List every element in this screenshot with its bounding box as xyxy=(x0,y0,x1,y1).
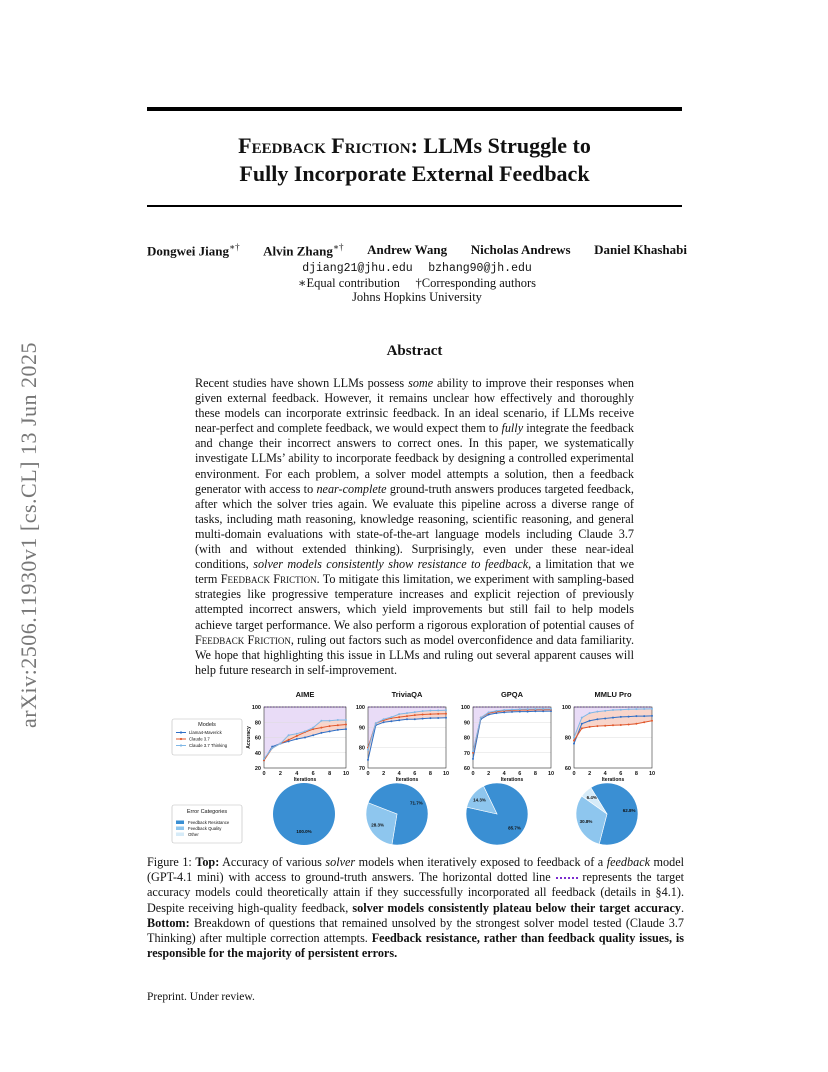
data-point xyxy=(635,723,637,725)
x-tick-label: 8 xyxy=(634,771,638,777)
data-point xyxy=(288,739,290,741)
data-point xyxy=(390,716,392,718)
data-point xyxy=(437,713,439,715)
data-point xyxy=(320,720,322,722)
data-point xyxy=(296,733,298,735)
data-point xyxy=(596,718,598,720)
chart-title: MMLU Pro xyxy=(594,690,632,699)
y-tick-label: 20 xyxy=(254,766,261,772)
pie-label: 30.8% xyxy=(579,819,593,825)
errors-legend-label: Feedback Quality xyxy=(188,826,222,831)
data-point xyxy=(589,720,591,722)
x-axis-label: Iterations xyxy=(601,777,625,783)
figure-caption: Figure 1: Top: Accuracy of various solver models when iteratively exposed to feedback of a feedback model (GPT-4.1 mini) with access to ground-truth answers. The horizontal dotted line represents the target accuracy models could theoretically attain if they successfully incorporated all feedback (details in §4.1). Despite receiving high-quality feedback, solver models consistently plateau below their target accuracy. Bottom: Breakdown of questions that remained unsolved by the strongest solver model tested (Claude 3.7 Thinking) after multiple correction attempts. Feedback resistance, rather than feedback quality issues, is responsible for the majority of persistent errors. xyxy=(147,855,685,961)
errors-legend-title: Error Categories xyxy=(186,809,228,815)
data-point xyxy=(581,717,583,719)
author: Alvin Zhang∗† xyxy=(263,242,344,259)
data-point xyxy=(445,709,447,711)
models-legend-label: Claude 3.7 Thinking xyxy=(189,743,228,748)
data-point xyxy=(542,708,544,710)
data-point xyxy=(643,708,645,710)
y-tick-label: 80 xyxy=(358,745,365,752)
data-point xyxy=(573,737,575,739)
data-point xyxy=(429,717,431,719)
y-tick-label: 80 xyxy=(254,720,261,727)
target-gap-area xyxy=(473,707,551,751)
data-point xyxy=(589,712,591,714)
data-point xyxy=(437,709,439,711)
models-legend-title: Models xyxy=(198,722,216,728)
data-point xyxy=(271,747,273,749)
legend-marker xyxy=(180,731,182,733)
data-point xyxy=(375,722,377,724)
data-point xyxy=(296,738,298,740)
x-tick-label: 6 xyxy=(518,771,522,777)
email[interactable]: bzhang90@jh.edu xyxy=(428,262,532,275)
x-tick-label: 10 xyxy=(442,771,450,777)
y-tick-label: 60 xyxy=(463,766,470,772)
y-tick-label: 100 xyxy=(460,705,470,711)
data-point xyxy=(296,735,298,737)
y-tick-label: 70 xyxy=(463,750,470,757)
abstract-heading: Abstract xyxy=(386,343,443,359)
y-tick-label: 80 xyxy=(564,735,571,742)
data-point xyxy=(604,725,606,727)
equal-note: ∗Equal contribution xyxy=(298,276,400,290)
x-tick-label: 0 xyxy=(572,771,576,777)
data-point xyxy=(406,715,408,717)
data-point xyxy=(503,709,505,711)
data-point xyxy=(329,720,331,722)
y-tick-label: 60 xyxy=(564,766,571,772)
data-point xyxy=(279,743,281,745)
data-point xyxy=(589,726,591,728)
email[interactable]: djiang21@jhu.edu xyxy=(302,262,413,275)
author-list xyxy=(147,242,687,259)
data-point xyxy=(383,718,385,720)
series-line xyxy=(473,711,551,759)
x-tick-label: 2 xyxy=(278,771,282,777)
affiliation: Johns Hopkins University xyxy=(352,290,482,304)
data-point xyxy=(383,721,385,723)
data-point xyxy=(519,708,521,710)
data-point xyxy=(263,758,265,760)
data-point xyxy=(651,720,653,722)
series-line xyxy=(368,718,446,760)
top-rule xyxy=(147,107,682,111)
x-tick-label: 2 xyxy=(588,771,592,777)
x-tick-label: 2 xyxy=(487,771,491,777)
data-point xyxy=(628,708,630,710)
legend-swatch xyxy=(176,833,184,837)
arxiv-stamp: arXiv:2506.11930v1 [cs.CL] 13 Jun 2025 xyxy=(16,341,41,729)
y-tick-label: 100 xyxy=(251,705,261,711)
author: Dongwei Jiang∗† xyxy=(147,242,240,259)
data-point xyxy=(445,717,447,719)
data-point xyxy=(612,724,614,726)
chart-title: TriviaQA xyxy=(391,690,423,699)
pie-label: 28.3% xyxy=(371,822,384,828)
data-point xyxy=(329,725,331,727)
y-axis-label: Accuracy xyxy=(246,726,252,749)
data-point xyxy=(345,719,347,721)
abstract-body: Recent studies have shown LLMs possess some ability to improve their responses when given external feedback. However, it remains unclear how effectively and thoroughly these models can incorporate extrinsic feedback. In an ideal scenario, if LLMs receive near-perfect and complete feedback, we would expect them to fully integrate the feedback and change their incorrect answers to correct ones. In this paper, we systematically investigate LLMs’ ability to incorporate feedback by designing a controlled experimental environment. For each problem, a solver model attempts a solution, then a feedback generator with access to near-complete ground-truth answers produces targeted feedback, after which the solver tries again. We evaluate this pipeline across a diverse range of tasks, including math reasoning, knowledge reasoning, scientific reasoning, and general multi-domain evaluations with state-of-the-art language models including Claude 3.7 (with and without extended thinking). Surprisingly, even under these near-ideal conditions, solver models consistently show resistance to feedback, a limitation that we term Feedback Friction. To mitigate this limitation, we experiment with sampling-based strategies like progressive temperature increases and explicit rejection of previously attempted incorrect answers, which yield improvements but still fail to help models achieve target performance. We also perform a rigorous exploration of potential causes of Feedback Friction, ruling out factors such as model overconfidence and data familiarity. We hope that highlighting this issue in LLMs and ruling out several apparent causes will help future research in self-improvement. xyxy=(195,376,635,677)
legend-swatch xyxy=(176,827,184,831)
data-point xyxy=(288,734,290,736)
dotted-line-symbol xyxy=(556,877,578,879)
bottom-rule xyxy=(147,205,682,207)
data-point xyxy=(581,723,583,725)
footer-note: Preprint. Under review. xyxy=(147,991,255,1003)
data-point xyxy=(472,758,474,760)
data-point xyxy=(414,711,416,713)
x-tick-label: 0 xyxy=(471,771,475,777)
x-axis-label: Iterations xyxy=(293,777,317,783)
data-point xyxy=(527,708,529,710)
data-point xyxy=(643,715,645,717)
data-point xyxy=(635,715,637,717)
data-point xyxy=(628,716,630,718)
y-tick-label: 60 xyxy=(254,735,261,742)
data-point xyxy=(398,713,400,715)
x-tick-label: 4 xyxy=(295,771,299,777)
author: Daniel Khashabi xyxy=(594,242,687,257)
errors-legend-label: Feedback Resistance xyxy=(188,820,230,825)
data-point xyxy=(312,734,314,736)
title-rest: : LLMs Struggle to xyxy=(410,133,591,158)
x-tick-label: 0 xyxy=(262,771,266,777)
models-legend-label: Llama4-Maverick xyxy=(189,730,222,735)
y-tick-label: 100 xyxy=(561,705,571,711)
data-point xyxy=(511,709,513,711)
data-point xyxy=(573,743,575,745)
author: Nicholas Andrews xyxy=(470,242,571,257)
data-point xyxy=(581,727,583,729)
data-point xyxy=(550,708,552,710)
data-point xyxy=(312,727,314,729)
pie-slice xyxy=(273,783,335,845)
data-point xyxy=(635,708,637,710)
data-point xyxy=(651,708,653,710)
title-sc: Feedback Friction xyxy=(238,133,411,158)
chart-title: GPQA xyxy=(500,690,524,699)
author: Andrew Wang xyxy=(367,242,448,257)
author-notes xyxy=(147,275,687,291)
x-tick-label: 6 xyxy=(619,771,623,777)
paper-title xyxy=(147,132,682,188)
pie-label: 100.0% xyxy=(296,829,312,834)
figure-1 xyxy=(146,688,686,856)
x-tick-label: 10 xyxy=(547,771,555,777)
data-point xyxy=(320,727,322,729)
y-tick-label: 80 xyxy=(463,735,470,742)
data-point xyxy=(422,710,424,712)
legend-marker xyxy=(180,744,182,746)
x-axis-label: Iterations xyxy=(500,777,524,783)
data-point xyxy=(337,729,339,731)
data-point xyxy=(604,717,606,719)
data-point xyxy=(437,717,439,719)
data-point xyxy=(596,725,598,727)
data-point xyxy=(620,724,622,726)
title-line2: Fully Incorporate External Feedback xyxy=(239,161,590,186)
data-point xyxy=(406,712,408,714)
data-point xyxy=(414,714,416,716)
x-tick-label: 0 xyxy=(366,771,370,777)
y-tick-label: 90 xyxy=(463,720,470,727)
x-tick-label: 4 xyxy=(397,771,401,777)
data-point xyxy=(304,730,306,732)
legend-swatch xyxy=(176,821,184,825)
data-point xyxy=(495,710,497,712)
data-point xyxy=(390,720,392,722)
data-point xyxy=(534,708,536,710)
data-point xyxy=(422,718,424,720)
data-point xyxy=(422,714,424,716)
data-point xyxy=(337,724,339,726)
pie-label: 6.4% xyxy=(586,795,597,801)
data-point xyxy=(398,719,400,721)
data-point xyxy=(320,732,322,734)
data-point xyxy=(651,715,653,717)
chart-title: AIME xyxy=(295,690,315,699)
data-point xyxy=(345,728,347,730)
x-axis-label: Iterations xyxy=(395,777,419,783)
data-point xyxy=(472,750,474,752)
legend-marker xyxy=(180,738,182,740)
pie-label: 14.3% xyxy=(473,797,486,803)
x-tick-label: 10 xyxy=(342,771,350,777)
data-point xyxy=(604,710,606,712)
corresponding-note: †Corresponding authors xyxy=(415,276,536,290)
data-point xyxy=(414,718,416,720)
errors-legend-label: Other xyxy=(188,832,199,837)
x-tick-label: 6 xyxy=(311,771,315,777)
data-point xyxy=(445,713,447,715)
x-tick-label: 8 xyxy=(428,771,432,777)
data-point xyxy=(304,737,306,739)
pie-label: 85.7% xyxy=(508,825,521,831)
data-point xyxy=(406,718,408,720)
y-tick-label: 90 xyxy=(358,725,365,732)
x-tick-label: 4 xyxy=(603,771,607,777)
data-point xyxy=(488,711,490,713)
x-tick-label: 8 xyxy=(328,771,332,777)
pie-label: 71.7% xyxy=(410,800,423,806)
x-tick-label: 4 xyxy=(502,771,506,777)
x-tick-label: 8 xyxy=(533,771,537,777)
emails xyxy=(147,260,687,275)
data-point xyxy=(367,749,369,751)
data-point xyxy=(429,713,431,715)
y-tick-label: 70 xyxy=(358,766,365,772)
data-point xyxy=(367,759,369,761)
data-point xyxy=(620,709,622,711)
x-tick-label: 6 xyxy=(413,771,417,777)
data-point xyxy=(628,724,630,726)
pie-label: 62.8% xyxy=(622,808,636,814)
data-point xyxy=(596,711,598,713)
data-point xyxy=(620,716,622,718)
y-tick-label: 100 xyxy=(355,705,365,711)
x-tick-label: 2 xyxy=(382,771,386,777)
data-point xyxy=(329,730,331,732)
data-point xyxy=(480,717,482,719)
data-point xyxy=(345,724,347,726)
figure-1-svg xyxy=(146,688,686,856)
data-point xyxy=(612,717,614,719)
y-tick-label: 40 xyxy=(254,750,261,757)
x-tick-label: 10 xyxy=(648,771,656,777)
models-legend-label: Claude 3.7 xyxy=(189,736,210,742)
series-line xyxy=(473,709,551,751)
data-point xyxy=(612,709,614,711)
data-point xyxy=(643,721,645,723)
data-point xyxy=(398,716,400,718)
data-point xyxy=(429,710,431,712)
data-point xyxy=(337,719,339,721)
data-point xyxy=(573,740,575,742)
